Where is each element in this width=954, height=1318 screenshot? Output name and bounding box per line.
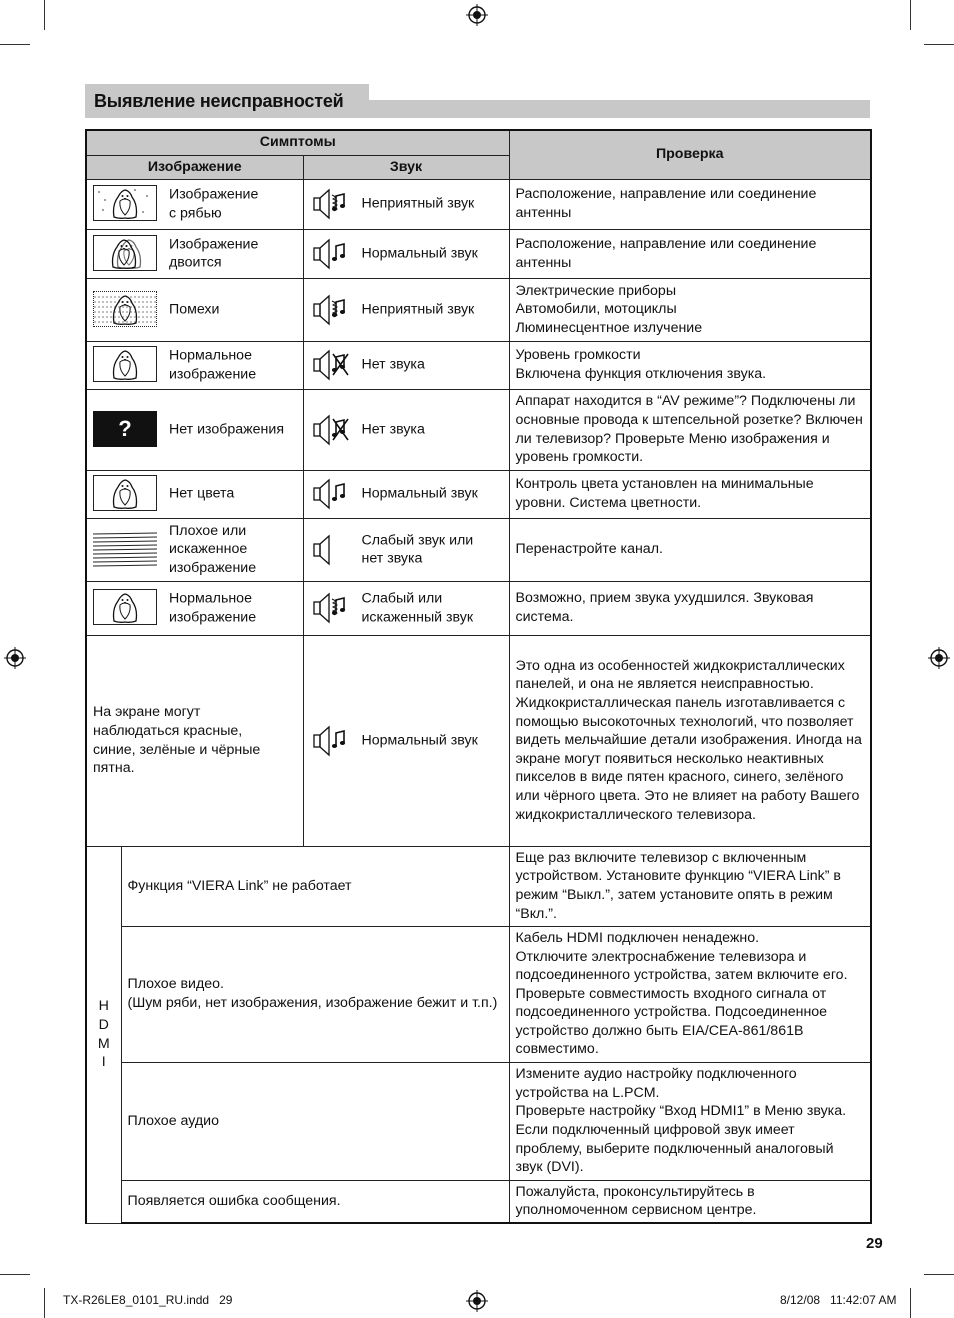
hdmi-letter: D [98, 1016, 109, 1033]
sound-symptom-cell [303, 278, 509, 341]
image-symptom-cell: На экране могут наблюдаться красные, синие, зелёные и чёрные пятна. [86, 635, 303, 846]
title-rule [369, 100, 870, 118]
image-symptom-label: Плохое или искаженное изображение [169, 522, 257, 576]
image-symptom-label: Нормальное изображение [169, 590, 257, 625]
registration-mark-icon [928, 647, 950, 669]
crop-mark [910, 0, 911, 30]
table-row [86, 229, 871, 278]
sound-symptom-cell [303, 179, 509, 229]
check-cell: Возможно, прием звука ухудшился. Звуковая система. [509, 581, 871, 635]
image-symptom-label: Изображение с рябью [169, 186, 259, 221]
crop-mark [924, 44, 954, 45]
crop-mark [0, 44, 30, 45]
table-row [86, 179, 871, 229]
image-symptom-cell [86, 470, 303, 518]
check-cell: Пожалуйста, проконсультируйтесь в уполномоченном сервисном центре. [509, 1180, 871, 1223]
registration-mark-icon [466, 4, 488, 26]
snowy-picture-icon [93, 185, 157, 221]
hdmi-symptom-cell: Появляется ошибка сообщения. [121, 1180, 509, 1223]
hdmi-symptom-cell: Функция “VIERA Link” не работает [121, 846, 509, 926]
check-cell: Это одна из особенностей жидкокристаллических панелей, и она не является неисправностью. Жидкокристаллическая панель изготавливается с помощью высокоточных технологий, что позволяет видеть мельчайшие детали изображения. Иногда на экране могут появиться несколько неактивных пикселов в виде пятен красного, синего, зелёного или чёрного цвета. Это не влияет на работу Вашего жидкокристаллического телевизора. [509, 635, 871, 846]
page-number: 29 [866, 1235, 883, 1252]
noisy-sound-icon [311, 293, 351, 327]
no-colour-picture-icon [93, 475, 157, 511]
sound-symptom-label: Нормальный звук [361, 245, 478, 262]
no-picture-icon: ? [93, 411, 157, 447]
check-cell: Перенастройте канал. [509, 518, 871, 581]
crop-mark [44, 1288, 45, 1318]
noisy-sound-icon [311, 187, 351, 221]
image-symptom-cell [86, 179, 303, 229]
no-sound-icon [311, 348, 351, 382]
table-row [86, 926, 871, 1062]
sound-symptom-cell [303, 341, 509, 389]
hdmi-label [86, 846, 121, 1223]
image-symptom-label: Изображение двоится [169, 235, 259, 271]
sound-symptom-cell [303, 470, 509, 518]
sound-symptom-label: Нормальный звук [361, 732, 478, 749]
crop-mark [910, 1288, 911, 1318]
registration-mark-icon [4, 647, 26, 669]
image-symptom-label: Нет изображения [169, 421, 284, 438]
interference-picture-icon [93, 291, 157, 327]
sound-symptom-label: Неприятный звук [361, 195, 475, 212]
footer-file-name: TX-R26LE8_0101_RU.indd 29 [63, 1293, 233, 1307]
image-symptom-label: Нет цвета [169, 485, 235, 502]
no-sound-icon [311, 413, 351, 447]
check-cell: Еще раз включите телевизор с включенным устройством. Установите функцию “VIERA Link” в режим “Выкл.”, затем установите опять в режим “Вкл.”. [509, 846, 871, 926]
check-cell: Расположение, направление или соединение антенны [509, 179, 871, 229]
image-symptom-label: Нормальное изображение [169, 347, 257, 382]
table-row [86, 1062, 871, 1180]
table-row [86, 470, 871, 518]
hdmi-letter: H [98, 998, 109, 1015]
sound-symptom-cell [303, 518, 509, 581]
crop-mark [924, 1274, 954, 1275]
distorted-picture-icon [93, 531, 157, 567]
hdmi-letter: M [97, 1035, 110, 1052]
sound-symptom-cell [303, 635, 509, 846]
sound-symptom-cell [303, 581, 509, 635]
image-symptom-cell [86, 278, 303, 341]
table-row [86, 846, 871, 926]
table-row [86, 635, 871, 846]
image-symptom-cell [86, 518, 303, 581]
table-row [86, 518, 871, 581]
image-symptom-cell [86, 229, 303, 278]
table-row [86, 278, 871, 341]
image-symptom-label: Помехи [169, 301, 220, 318]
crop-mark [44, 0, 45, 30]
sound-symptom-label: Слабый звук или нет звука [361, 531, 474, 567]
check-header: Проверка [509, 130, 871, 179]
image-header: Изображение [86, 155, 303, 179]
sound-symptom-label: Неприятный звук [361, 301, 475, 318]
troubleshooting-table [85, 129, 872, 1224]
normal-picture-icon [93, 346, 157, 382]
sound-symptom-label: Нормальный звук [361, 485, 478, 502]
table-row [86, 341, 871, 389]
hdmi-letter: I [101, 1054, 106, 1071]
check-cell: Кабель HDMI подключен ненадежно. Отключите электроснабжение телевизора и подсоединенного устройства, затем включите его. Проверьте совместимость входного сигнала от подсоединенного устройства. Подсоединенное устройство должно быть EIA/CEA-861/861B совместимо. [509, 926, 871, 1062]
registration-mark-icon [466, 1290, 488, 1312]
image-symptom-cell [86, 389, 303, 470]
check-cell: Расположение, направление или соединение антенны [509, 229, 871, 278]
table-row [86, 581, 871, 635]
ghost-picture-icon [93, 235, 157, 271]
normal-sound-icon [311, 237, 351, 271]
weak-sound-icon [311, 533, 351, 567]
crop-mark [0, 1274, 30, 1275]
page-title: Выявление неисправностей [94, 91, 344, 111]
noisy-sound-icon [311, 591, 351, 625]
normal-sound-icon [311, 477, 351, 511]
image-symptom-cell [86, 581, 303, 635]
table-row [86, 389, 871, 470]
image-symptom-cell [86, 341, 303, 389]
table-row [86, 1180, 871, 1223]
hdmi-symptom-cell: Плохое аудио [121, 1062, 509, 1180]
check-cell: Аппарат находится в “AV режиме”? Подключены ли основные провода к штепсельной розетке? Включен ли телевизор? Проверьте Меню изображения и уровень громкости. [509, 389, 871, 470]
hdmi-symptom-cell: Плохое видео. (Шум ряби, нет изображения, изображение бежит и т.п.) [121, 926, 509, 1062]
sound-symptom-label: Слабый или искаженный звук [361, 590, 474, 625]
sound-symptom-cell [303, 389, 509, 470]
normal-picture-icon [93, 589, 157, 625]
sound-header: Звук [303, 155, 509, 179]
sound-symptom-label: Нет звука [361, 421, 425, 438]
sound-symptom-label: Нет звука [361, 356, 425, 373]
check-cell: Уровень громкости Включена функция отключения звука. [509, 341, 871, 389]
normal-sound-icon [311, 724, 351, 758]
footer-timestamp: 8/12/08 11:42:07 AM [780, 1293, 897, 1307]
sound-symptom-cell [303, 229, 509, 278]
check-cell: Электрические приборы Автомобили, мотоциклы Люминесцентное излучение [509, 278, 871, 341]
check-cell: Контроль цвета установлен на минимальные уровни. Система цветности. [509, 470, 871, 518]
check-cell: Измените аудио настройку подключенного устройства на L.PCM. Проверьте настройку “Вход HDMI1” в Меню звука. Если подключенный цифровой звук имеет проблему, выберите подключенный аналоговый звук (DVI). [509, 1062, 871, 1180]
symptoms-header: Симптомы [86, 130, 509, 155]
